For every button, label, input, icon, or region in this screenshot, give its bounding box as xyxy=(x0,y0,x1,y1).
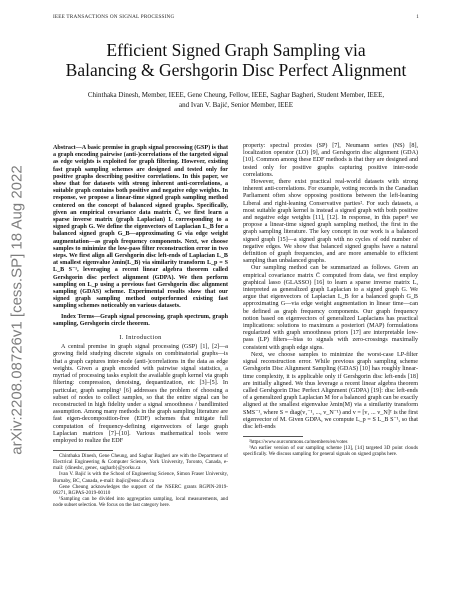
intro-paragraph: A central premise in graph signal processing (GSP) [1], [2]—a growing field studying discrete signals on combinatorial graphs—is that a graph captures inter-node (anti-)correlations in the data as edge weights. Given a graph encoded with pairwise signal statistics, a myriad of processing tasks exploit the available graph kernel via graph filtering: compression, denoising, dequantization, etc [3]–[5]. In particular, graph sampling¹ [6] addresses the problem of choosing a subset of nodes to collect samples, so that the entire signal can be reconstructed in high fidelity under a signal smoothness / bandlimited assumption. Among many methods in the graph sampling literature are fast eigen-decomposition-free (EDF) schemes that mitigate full computation of frequency-defining eigenvectors of large graph Laplacian matrices [7]–[10]. Various mathematical tools were employed to realize the EDF xyxy=(53,344,228,444)
footnote-funding: Gene Cheung acknowledges the support of the NSERC grants RGPIN-2019-06271, RGPAS-2019-00110 xyxy=(53,483,228,496)
author-list xyxy=(53,90,419,110)
right-paragraph-4: Next, we choose samples to minimize the worst-case LP-filter signal reconstruction error. While previous graph sampling scheme Gershgorin Disc Alignment Sampling (GDAS) [10] has roughly linear-time complexity, it is applicable only if Gershgorin disc left-ends [18] are initially aligned. We thus leverage a recent linear algebra theorem called Gershgorin Disc Perfect Alignment (GDPA) [19]: disc left-ends of a generalized graph Laplacian M for a balanced graph can be exactly aligned at the smallest eigenvalue λmin(M) via a similarity transform SMS⁻¹, where S = diag(v₁⁻¹, ..., v_N⁻¹) and v = [v₁ ... v_N]ᵀ is the first eigenvector of M. Given GDPA, we compute L_p = S L_B S⁻¹, so that disc left-ends xyxy=(243,351,418,430)
right-paragraph-3: Our sampling method can be summarized as follows. Given an empirical covariance matrix C̄ computed from data, we first employ graphical lasso (GLASSO) [16] to learn a sparse inverse matrix L, interpreted as generalized graph Laplacian to a signed graph G. We argue that eigenvectors of Laplacian L_B for a balanced graph G_B approximating G—via edge weight augmentation in linear time—can be defined as graph frequency components. Our graph frequency notion based on eigenvectors of generalized Laplacians has practical implications: solutions to maximum a posteriori (MAP) formulations regularized with graph smoothness priors [17] are interpretable low-pass (LP) filters—bias to signals with zero-crossings maximally consistent with graph edge signs. xyxy=(243,265,418,351)
page-number: 1 xyxy=(416,14,419,20)
authors-line-1: Chinthaka Dinesh, Member, IEEE, Gene Cheung, Fellow, IEEE, Saghar Bagheri, Student Member, IEEE, xyxy=(87,91,385,99)
footnote-1: ¹Sampling can be divided into aggregation sampling, local measurements, and node subset selection. We focus on the last category here. xyxy=(53,495,228,508)
footnote-author-affiliation: Chinthaka Dinesh, Gene Cheung, and Saghar Bagheri are with the Department of Electrical Engineering & Computer Science, York University, Toronto, Canada, e-mail: {dineshc, genec, sagharb}@yorku.ca xyxy=(53,453,228,472)
title-line-2: Balancing & Gershgorin Disc Perfect Alignment xyxy=(65,60,407,80)
left-column xyxy=(53,145,228,508)
abstract: Abstract—A basic premise in graph signal processing (GSP) is that a graph encoding pairwise (anti-)correlations of the targeted signal as edge weights is exploited for graph filtering. However, existing fast graph sampling schemes are designed and tested only for positive graphs describing positive correlations. In this paper, we show that for datasets with strong inherent anti-correlations, a suitable graph contains both positive and negative edge weights. In response, we propose a linear-time signed graph sampling method centered on the concept of balanced signed graphs. Specifically, given an empirical covariance data matrix C̄, we first learn a sparse inverse matrix (graph Laplacian) L corresponding to a signed graph G. We define the eigenvectors of Laplacian L_B for a balanced signed graph G_B—approximating G via edge weight augmentation—as graph frequency components. Next, we choose samples to minimize the low-pass filter reconstruction error in two steps. We first align all Gershgorin disc left-ends of Laplacian L_B at smallest eigenvalue λmin(L_B) via similarity transform L_p = S L_B S⁻¹, leveraging a recent linear algebra theorem called Gershgorin disc perfect alignment (GDPA). We then perform sampling on L_p using a previous fast Gershgorin disc alignment sampling (GDAS) scheme. Experimental results show that our signed graph sampling method outperformed existing fast sampling schemes noticeably on various datasets. xyxy=(53,145,228,310)
right-paragraph-2: However, there exist practical real-world datasets with strong inherent anti-correlations. For example, voting records in the Canadian Parliament often show opposing positions between the left-leaning Liberal and right-leaning Conservative parties². For such datasets, a most suitable graph kernel is instead a signed graph with both positive and negative edge weights [11], [12]. In response, in this paper³ we propose a linear-time signed graph sampling method, the first in the graph sampling literature. The key concept in our work is a balanced signed graph [15]—a signed graph with no cycles of odd number of negative edges. We show that balanced signed graphs have a natural definition of graph frequencies, and are more amenable to efficient sampling than unbalanced graphs. xyxy=(243,179,418,265)
authors-line-2: and Ivan V. Bajić, Senior Member, IEEE xyxy=(179,101,293,109)
running-head xyxy=(53,14,419,20)
right-paragraph-1: property: spectral proxies (SP) [7], Neumann series (NS) [8], localization operator (LO) [9], and Gershgorin disc alignment (GDA) [10]. Common among these EDF methods is that they are designed and tested only for positive graphs capturing positive inter-node correlations. xyxy=(243,143,418,178)
footnote-2[interactable]: ²https://www.ourcommons.ca/members/en/votes xyxy=(249,439,348,446)
paper-title xyxy=(53,40,419,80)
arxiv-stamp xyxy=(4,150,30,470)
section-heading-introduction: I. Introduction xyxy=(119,334,162,342)
footnote-bajic-affiliation: Ivan V. Bajić is with the School of Engineering Science, Simon Fraser University, Burnaby, BC, Canada, e-mail: ibajic@ensc.sfu.ca xyxy=(53,471,228,484)
footnote-3: ³An earlier version of our sampling scheme [13], [14] targeted 3D point clouds specifically. We discuss sampling for general signals on signed graphs here. xyxy=(243,445,418,458)
title-line-1: Efficient Signed Graph Sampling via xyxy=(106,40,366,60)
index-terms: Index Terms—Graph signal processing, graph spectrum, graph sampling, Gershgorin circle theorem. xyxy=(53,313,228,327)
arxiv-identifier[interactable]: arXiv:2208.08726v1 [cess.SP] 18 Aug 2022 xyxy=(8,165,26,455)
footnote-divider-right xyxy=(243,436,303,437)
journal-name: IEEE TRANSACTIONS ON SIGNAL PROCESSING xyxy=(53,14,175,20)
footnote-divider xyxy=(53,450,113,451)
right-column xyxy=(243,143,418,457)
